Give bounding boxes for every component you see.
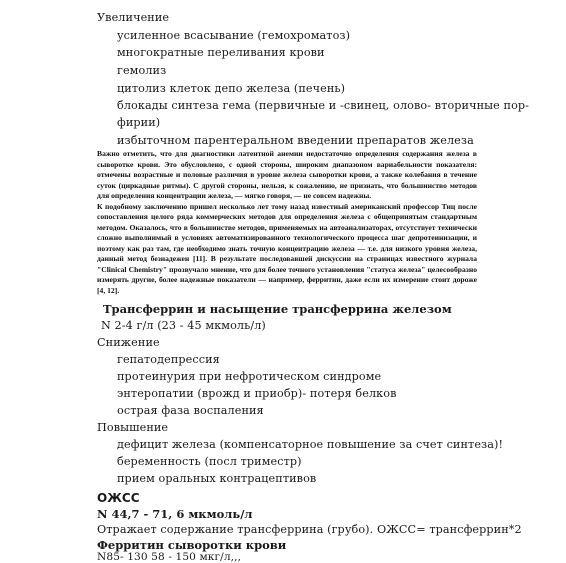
list-item: усиленное всасывание (гемохроматоз) [117, 29, 351, 42]
list-item: острая фаза воспаления [117, 404, 264, 417]
norm-value: N85- 130 58 - 150 мкг/л,,, [97, 551, 242, 563]
subheading-decrease: Снижение [97, 336, 160, 349]
list-item: гемолиз [117, 64, 167, 77]
list-item: блокады синтеза гема (первичные и -свинец, олово- вторичные пор- [117, 99, 530, 112]
dense-text-block [97, 149, 477, 296]
list-item: протеинурия при нефротическом синдроме [117, 370, 382, 383]
list-item: энтеропатии (врожд и приобр)- потеря белков [117, 387, 397, 400]
description-text: Отражает содержание трансферрина (грубо). ОЖСС= трансферрин*2 [97, 523, 522, 536]
list-item: прием оральных контрацептивов [117, 472, 317, 485]
subheading-increase: Повышение [97, 421, 169, 434]
list-item: беременность (посл триместр) [117, 455, 302, 468]
list-item: многократные переливания крови [117, 46, 325, 59]
list-item: фирии) [117, 116, 161, 129]
section-heading-transferrin: Трансферрин и насыщение трансферрина железом [103, 302, 452, 316]
list-item: избыточном парентеральном введении препаратов железа [117, 134, 474, 147]
list-item: цитолиз клеток депо железа (печень) [117, 82, 346, 95]
list-item: дефицит железа (компенсаторное повышение за счет синтеза)! [117, 438, 504, 451]
paragraph: Важно отметить, что для диагностики латентной анемии недостаточно определения содержания железа в сыворотке крови. Это обусловлено, с одной стороны, широким диапазоном вариабельности показателя: отмечены возрастные и половые различия в уровне железа сыворотки крови, а также колебания в течение суток (циркадные ритмы). С другой стороны, нельзя, к сожалению, не признать, что большинство методов для определения концентрации железа, — мягко говоря, — не совсем надежны. [97, 149, 477, 200]
paragraph: К подобному заключению пришел несколько лет тому назад известный американский профессор Тиц после сопоставления целого ряда коммерческих методов для определения железа с общепринятым стандартным методом. Оказалось, что в большинстве методов, применяемых на автоанализаторах, отсутствует технически сложно выполнимый в условиях автоматизированного технологического процесса шаг депротеинизации, и поэтому как раз там, где необходимо знать точную концентрацию железа — т.е. для низкого уровня железа, данный метод безнадежен [11]. В результате последовавшей дискуссии на страницах известного журнала "Clinical Chemistry" прозвучало мнение, что для более точного установления "статуса железа" целесообразно измерять другие, более надежные показатели — например, ферритин, даже если их измерение стоит дороже [4, 12]. [97, 201, 477, 295]
norm-value: N 44,7 - 71, 6 мкмоль/л [97, 507, 253, 521]
norm-value: N 2-4 г/л (23 - 45 мкмоль/л) [101, 319, 266, 332]
section-heading-ferritin: Ферритин сыворотки крови [97, 538, 287, 552]
section-heading-ozhss: ОЖСС [97, 491, 140, 505]
section-heading-increase: Увеличение [97, 11, 170, 24]
list-item: гепатодепрессия [117, 353, 220, 366]
